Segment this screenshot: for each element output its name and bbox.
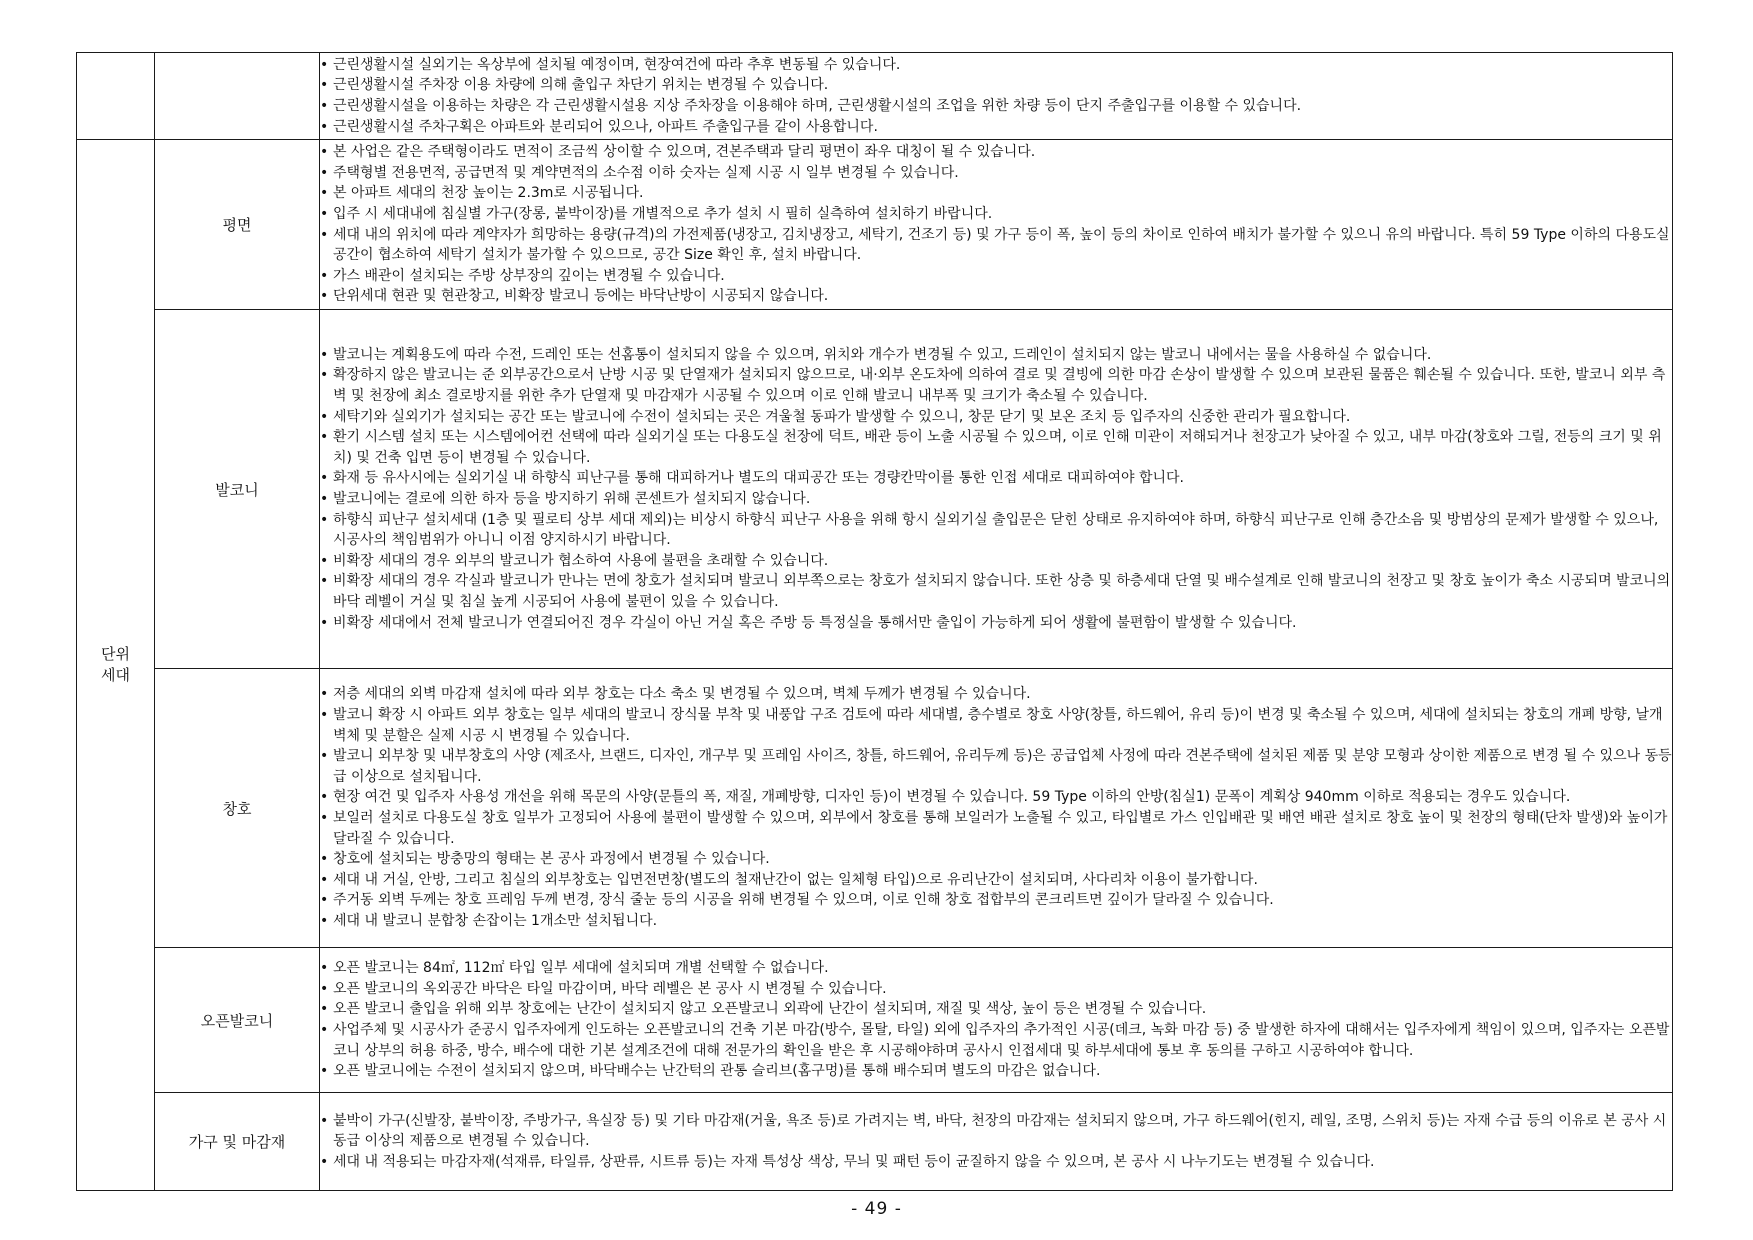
bullet-item — [320, 75, 1672, 96]
bullet-text: 확장하지 않은 발코니는 준 외부공간으로서 난방 시공 및 단열재가 설치되지 않으므로, 내·외부 온도차에 의하여 결로 및 결빙에 의한 마감 손상이 발생할 수 있으며 보관된 물품은 훼손될 수 있습니다. 또한, 발코니 외부 측벽 및 천장에 최소 결로방지를 위한 추가 단열재 및 마감재가 시공될 수 있으며 이로 인해 발코니 내부폭 및 크기가 축소될 수 있습니다. — [333, 367, 1666, 405]
bullet-mark: • — [320, 226, 329, 243]
bullet-item — [320, 163, 1672, 184]
bullet-mark: • — [320, 429, 329, 446]
bullet-text: 본 사업은 같은 주택형이라도 면적이 조금씩 상이할 수 있으며, 견본주택과 달리 평면이 좌우 대칭이 될 수 있습니다. — [333, 144, 1036, 161]
bullet-mark: • — [320, 1153, 329, 1170]
bullet-item — [320, 365, 1672, 406]
bullet-text: 붙박이 가구(신발장, 붙박이장, 주방가구, 욕실장 등) 및 기타 마감재(거울, 욕조 등)로 가려지는 벽, 바닥, 천장의 마감재는 설치되지 않으며, 가구 하드웨어(힌지, 레일, 조명, 스위치 등)는 자재 수급 등의 이유로 본 공사 시 동급 이상의 제품으로 변경될 수 있습니다. — [333, 1112, 1667, 1150]
bullet-text: 발코니 외부창 및 내부창호의 사양 (제조사, 브랜드, 디자인, 개구부 및 프레임 사이즈, 창틀, 하드웨어, 유리두께 등)은 공급업체 사정에 따라 견본주택에 설치된 제품 및 분양 모형과 상이한 제품으로 변경 될 수 있으나 동등급 이상으로 설치됩니다. — [333, 748, 1672, 785]
bullet-item — [320, 958, 1672, 979]
subcategory-balcony: 발코니 — [155, 310, 320, 669]
section-row-windows — [77, 669, 1673, 948]
bullet-item — [320, 427, 1672, 468]
bullet-text: 보일러 설치로 다용도실 창호 일부가 고정되어 사용에 불편이 발생할 수 있으며, 외부에서 창호를 통해 보일러가 노출될 수 있고, 타입별로 가스 인입배관 및 배연 배관 설치로 창호 높이 및 천장의 형태(단차 발생)와 높이가 달라질 수 있습니다. — [333, 810, 1668, 847]
section-body-open-balcony — [320, 948, 1673, 1093]
bullet-text: 오픈 발코니에는 수전이 설치되지 않으며, 바닥배수는 난간턱의 관통 슬리브(홈구멍)를 통해 배수되며 별도의 마감은 없습니다. — [333, 1063, 1101, 1080]
bullet-mark: • — [320, 185, 329, 202]
bullet-text: 환기 시스템 설치 또는 시스템에어컨 선택에 따라 실외기실 또는 다용도실 천장에 덕트, 배관 등이 노출 시공될 수 있으며, 이로 인해 미관이 저해되거나 천장고가 낮아질 수 있고, 내부 마감(창호와 그릴, 전등의 크기 및 위치) 및 건축 입면 등이 변경될 수 있습니다. — [333, 429, 1662, 466]
bullet-mark: • — [320, 408, 329, 425]
section-row-furniture — [77, 1093, 1673, 1191]
bullet-mark: • — [320, 912, 329, 929]
bullet-mark: • — [320, 288, 329, 305]
subcategory-windows: 창호 — [155, 669, 320, 948]
bullet-text: 발코니는 계획용도에 따라 수전, 드레인 또는 선홈통이 설치되지 않을 수 있으며, 위치와 개수가 변경될 수 있고, 드레인이 설치되지 않는 발코니 내에서는 물을 사용하실 수 없습니다. — [333, 346, 1432, 363]
bullet-text: 가스 배관이 설치되는 주방 상부장의 깊이는 변경될 수 있습니다. — [333, 267, 725, 284]
bullet-mark: • — [320, 144, 329, 161]
bullet-mark: • — [320, 470, 329, 487]
bullet-mark: • — [320, 1001, 329, 1018]
bullet-text: 세대 내 거실, 안방, 그리고 침실의 외부창호는 입면전면창(별도의 철재난간이 없는 일체형 타입)으로 유리난간이 설치되며, 사다리차 이용이 불가합니다. — [333, 871, 1258, 888]
bullet-item — [320, 117, 1672, 138]
bullet-text: 하향식 피난구 설치세대 (1층 및 필로티 상부 세대 제외)는 비상시 하향식 피난구 사용을 위해 항시 실외기실 출입문은 닫힌 상태로 유지하여야 하며, 하향식 피난구로 인해 층간소음 및 방범상의 문제가 발생할 수 있으나, 시공사의 책임범위가 아니니 이점 양지하시기 바랍니다. — [333, 511, 1659, 549]
bullet-text: 비확장 세대의 경우 각실과 발코니가 만나는 면에 창호가 설치되며 발코니 외부쪽으로는 창호가 설치되지 않습니다. 또한 상층 및 하층세대 단열 및 배수설계로 인해 발코니의 천장고 및 창호 높이가 축소 시공되며 발코니의 바닥 레벨이 거실 및 침실 높게 시공되어 사용에 불편이 있을 수 있습니다. — [333, 573, 1671, 610]
bullet-item — [320, 510, 1672, 551]
bullet-text: 저층 세대의 외벽 마감재 설치에 따라 외부 창호는 다소 축소 및 변경될 수 있으며, 벽체 두께가 변경될 수 있습니다. — [333, 686, 1031, 703]
bullet-mark: • — [320, 491, 329, 507]
bullet-mark: • — [320, 552, 329, 569]
bullet-text: 비확장 세대에서 전체 발코니가 연결되어진 경우 각실이 아닌 거실 혹은 주방 등 특정실을 통해서만 출입이 가능하게 되어 생활에 불편함이 발생할 수 있습니다. — [333, 614, 1297, 631]
section-body-general — [320, 53, 1673, 140]
bullet-mark: • — [320, 367, 329, 384]
bullet-text: 오픈 발코니의 옥외공간 바닥은 타일 마감이며, 바닥 레벨은 본 공사 시 변경될 수 있습니다. — [333, 980, 887, 997]
bullet-item — [320, 204, 1672, 225]
bullet-item — [320, 808, 1672, 849]
subcategory-furniture: 가구 및 마감재 — [155, 1093, 320, 1191]
bullet-mark: • — [320, 1022, 329, 1038]
bullet-mark: • — [320, 511, 329, 528]
bullet-item — [320, 1152, 1672, 1173]
bullet-mark: • — [320, 686, 329, 703]
bullet-text: 세탁기와 실외기가 설치되는 공간 또는 발코니에 수전이 설치되는 곳은 겨울철 동파가 발생할 수 있으니, 창문 닫기 및 보온 조치 등 입주자의 신중한 관리가 필요합니다. — [333, 408, 1351, 425]
bullet-mark: • — [320, 748, 329, 765]
bullet-item — [320, 55, 1672, 76]
bullet-mark: • — [320, 810, 329, 826]
category-cell — [77, 140, 155, 1191]
bullet-item — [320, 890, 1672, 911]
section-row-balcony — [77, 310, 1673, 669]
bullet-item — [320, 705, 1672, 746]
category-cell-empty — [77, 53, 155, 140]
bullet-mark: • — [320, 56, 329, 73]
bullet-item — [320, 870, 1672, 891]
bullet-item — [320, 746, 1672, 787]
bullet-text: 발코니 확장 시 아파트 외부 창호는 일부 세대의 발코니 장식물 부착 및 내풍압 구조 검토에 따라 세대별, 층수별로 창호 사양(창틀, 하드웨어, 유리 등)이 변경 및 축소될 수 있으며, 세대에 설치되는 창호의 개폐 방향, 날개 벽체 및 분할은 실제 시공 시 변경될 수 있습니다. — [333, 707, 1663, 744]
section-row-plan — [77, 140, 1673, 310]
bullet-item — [320, 787, 1672, 808]
subcategory-open-balcony: 오픈발코니 — [155, 948, 320, 1093]
subcategory-plan: 평면 — [155, 140, 320, 310]
bullet-mark: • — [320, 960, 329, 977]
bullet-item — [320, 96, 1672, 117]
bullet-mark: • — [320, 851, 329, 868]
bullet-mark: • — [320, 205, 329, 222]
bullet-item — [320, 979, 1672, 1000]
bullet-text: 근린생활시설을 이용하는 차량은 각 근린생활시설용 지상 주차장을 이용해야 하며, 근린생활시설의 조업을 위한 차량 등이 단지 주출입구를 이용할 수 있습니다. — [333, 98, 1302, 114]
section-body-windows — [320, 669, 1673, 948]
bullet-mark: • — [320, 1112, 329, 1129]
bullet-item — [320, 849, 1672, 870]
bullet-text: 창호에 설치되는 방충망의 형태는 본 공사 과정에서 변경될 수 있습니다. — [333, 851, 770, 868]
bullet-text: 세대 내의 위치에 따라 계약자가 희망하는 용량(규격)의 가전제품(냉장고, 김치냉장고, 세탁기, 건조기 등) 및 가구 등이 폭, 높이 등의 차이로 인하여 배치가 불가할 수 있으니 유의 바랍니다. 특히 59 Type 이하의 다용도실 공간이 협소하여 세탁기 설치가 불가할 수 있으므로, 공간 Size 확인 후, 설치 바랍니다. — [333, 226, 1670, 264]
bullet-text: 근린생활시설 주차구획은 아파트와 분리되어 있으나, 아파트 주출입구를 같이 사용합니다. — [333, 118, 878, 135]
bullet-text: 현장 여건 및 입주자 사용성 개선을 위해 목문의 사양(문틀의 폭, 재질, 개폐방향, 디자인 등)이 변경될 수 있습니다. 59 Type 이하의 안방(침실1) 문폭이 계획상 940mm 이하로 적용되는 경우도 있습니다. — [333, 789, 1571, 806]
bullet-item — [320, 345, 1672, 366]
bullet-item — [320, 1020, 1672, 1061]
bullet-text: 화재 등 유사시에는 실외기실 내 하향식 피난구를 통해 대피하거나 별도의 대피공간 또는 경량칸막이를 통한 인접 세대로 대피하여야 합니다. — [333, 470, 1184, 487]
bullet-text: 근린생활시설 실외기는 옥상부에 설치될 예정이며, 현장여건에 따라 추후 변동될 수 있습니다. — [333, 56, 901, 73]
bullet-item — [320, 1061, 1672, 1082]
bullet-text: 사업주체 및 시공사가 준공시 입주자에게 인도하는 오픈발코니의 건축 기본 마감(방수, 몰탈, 타일) 외에 입주자의 추가적인 시공(데크, 녹화 마감 등) 중 발생한 하자에 대해서는 입주자에게 책임이 있으며, 입주자는 오픈발코니 상부의 허용 하중, 방수, 배수에 대한 기본 설계조건에 대해 전문가의 확인을 받은 후 시공해야하며 공사시 인접세대 및 하부세대에 통보 후 동의를 구하고 시공하여야 합니다. — [333, 1022, 1670, 1059]
bullet-item — [320, 571, 1672, 612]
bullet-mark: • — [320, 267, 329, 284]
section-body-plan — [320, 140, 1673, 310]
bullet-text: 세대 내 발코니 분합창 손잡이는 1개소만 설치됩니다. — [333, 912, 658, 929]
bullet-mark: • — [320, 346, 329, 363]
bullet-item — [320, 489, 1672, 510]
bullet-item — [320, 1111, 1672, 1152]
bullet-item — [320, 684, 1672, 705]
bullet-item — [320, 468, 1672, 489]
bullet-mark: • — [320, 77, 329, 94]
bullet-text: 본 아파트 세대의 천장 높이는 2.3m로 시공됩니다. — [333, 185, 644, 202]
bullet-item — [320, 613, 1672, 634]
bullet-text: 세대 내 적용되는 마감자재(석재류, 타일류, 상판류, 시트류 등)는 자재 특성상 색상, 무늬 및 패턴 등이 균질하지 않을 수 있으며, 본 공사 시 나누기도는 변경될 수 있습니다. — [333, 1153, 1375, 1170]
bullet-mark: • — [320, 789, 329, 806]
category-label-line2: 세대 — [101, 666, 130, 684]
bullet-mark: • — [320, 892, 329, 909]
section-body-balcony — [320, 310, 1673, 669]
bullet-mark: • — [320, 871, 329, 888]
bullet-item — [320, 266, 1672, 287]
bullet-mark: • — [320, 707, 329, 724]
bullet-item — [320, 551, 1672, 572]
bullet-item — [320, 142, 1672, 163]
section-body-furniture — [320, 1093, 1673, 1191]
bullet-text: 입주 시 세대내에 침실별 가구(장롱, 붙박이장)를 개별적으로 추가 설치 시 필히 실측하여 설치하기 바랍니다. — [333, 205, 993, 222]
bullet-item — [320, 911, 1672, 932]
bullet-mark: • — [320, 980, 329, 997]
bullet-text: 근린생활시설 주차장 이용 차량에 의해 출입구 차단기 위치는 변경될 수 있습니다. — [333, 77, 829, 94]
bullet-item — [320, 286, 1672, 307]
bullet-text: 주거동 외벽 두께는 창호 프레임 두께 변경, 장식 줄눈 등의 시공을 위해 변경될 수 있으며, 이로 인해 창호 접합부의 콘크리트면 깊이가 달라질 수 있습니다. — [333, 892, 1274, 909]
bullet-mark: • — [320, 573, 329, 590]
category-label-line1: 단위 — [101, 645, 130, 663]
bullet-text: 오픈 발코니는 84㎡, 112㎡ 타입 일부 세대에 설치되며 개별 선택할 수 없습니다. — [333, 960, 829, 977]
section-row-open-balcony — [77, 948, 1673, 1093]
bullet-text: 주택형별 전용면적, 공급면적 및 계약면적의 소수점 이하 숫자는 실제 시공 시 일부 변경될 수 있습니다. — [333, 164, 959, 181]
page-number: - 49 - — [851, 1199, 902, 1219]
bullet-item — [320, 183, 1672, 204]
bullet-mark: • — [320, 164, 329, 181]
bullet-text: 오픈 발코니 출입을 위해 외부 창호에는 난간이 설치되지 않고 오픈발코니 외곽에 난간이 설치되며, 재질 및 색상, 높이 등은 변경될 수 있습니다. — [333, 1001, 1207, 1018]
bullet-text: 발코니에는 결로에 의한 하자 등을 방지하기 위해 콘센트가 설치되지 않습니다. — [333, 491, 811, 507]
bullet-item — [320, 407, 1672, 428]
bullet-item — [320, 225, 1672, 266]
subcategory-cell-empty — [155, 53, 320, 140]
section-row-general — [77, 53, 1673, 140]
bullet-text: 비확장 세대의 경우 외부의 발코니가 협소하여 사용에 불편을 초래할 수 있습니다. — [333, 552, 829, 569]
bullet-mark: • — [320, 98, 329, 114]
bullet-mark: • — [320, 614, 329, 631]
bullet-text: 단위세대 현관 및 현관창고, 비확장 발코니 등에는 바닥난방이 시공되지 않습니다. — [333, 288, 829, 305]
bullet-item — [320, 999, 1672, 1020]
notice-table — [76, 52, 1673, 1191]
bullet-mark: • — [320, 1063, 329, 1080]
bullet-mark: • — [320, 118, 329, 135]
